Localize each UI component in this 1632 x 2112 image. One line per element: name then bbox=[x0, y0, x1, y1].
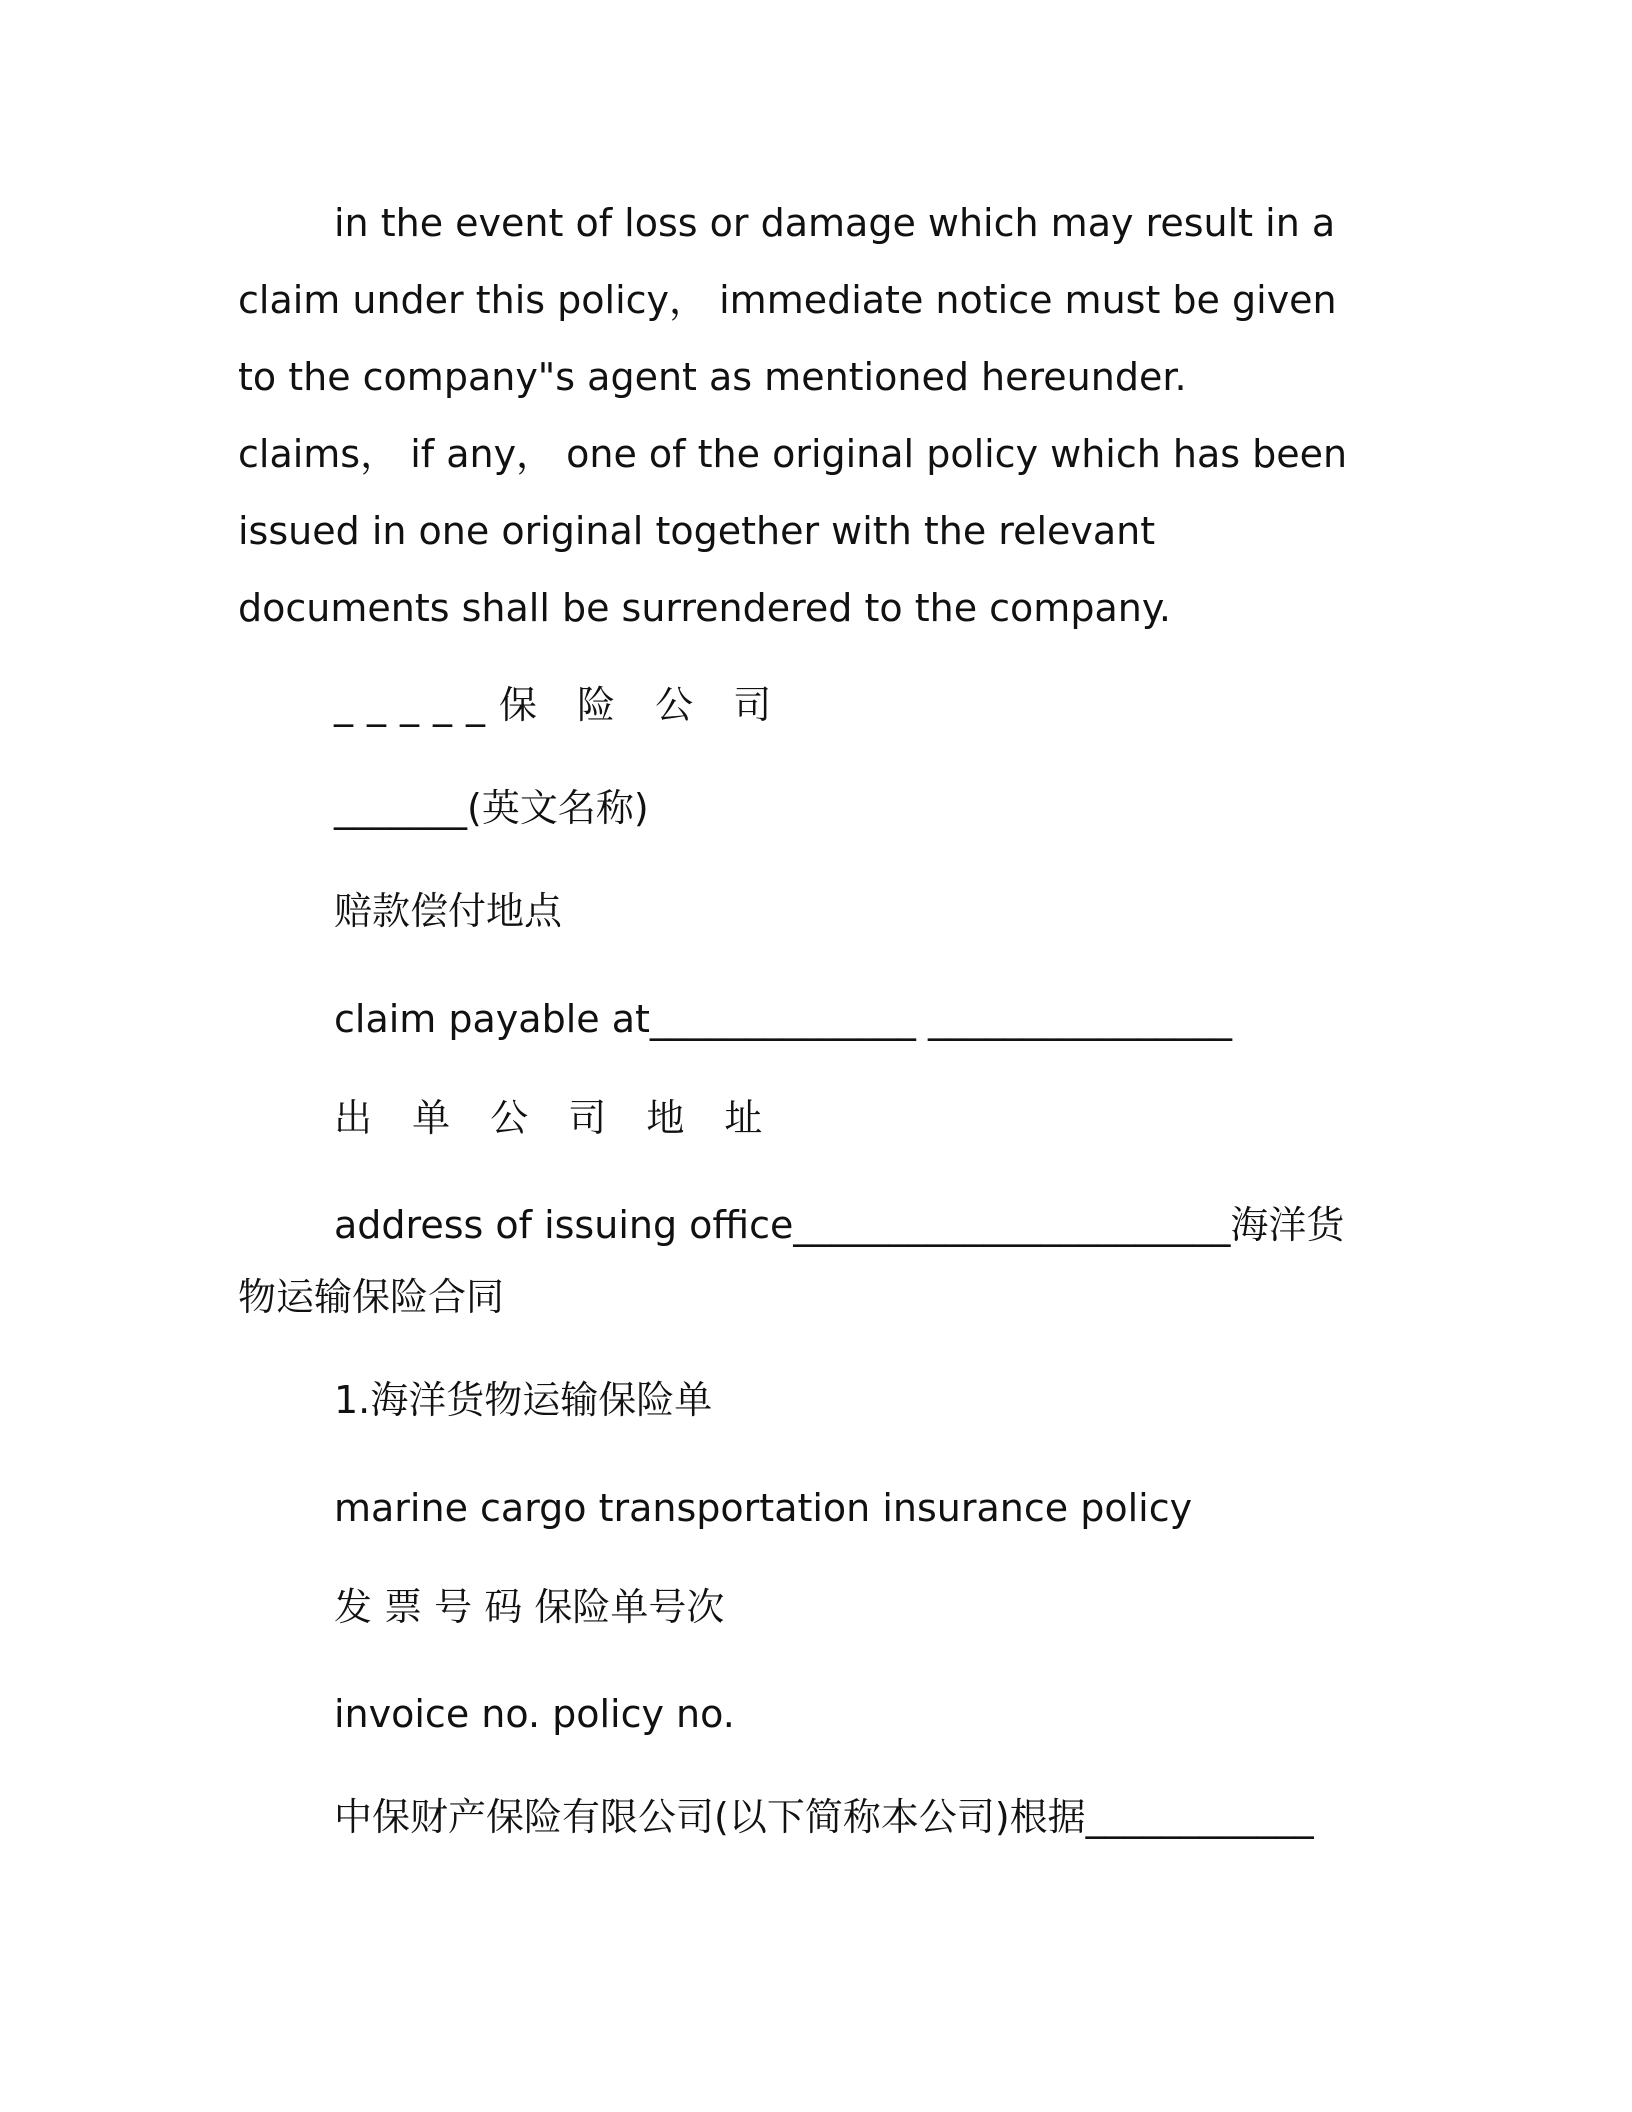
section-1-title-en: marine cargo transportation insurance policy bbox=[334, 1486, 1193, 1530]
insurer-name-cn: _____保 险 公 司 bbox=[334, 683, 786, 727]
issuing-office-en: address of issuing office_______________________海洋货 bbox=[334, 1203, 1345, 1247]
contract-title-continued: 物运输保险合同 bbox=[238, 1275, 505, 1319]
invoice-policy-cn: 发 票 号 码 保险单号次 bbox=[334, 1585, 725, 1629]
opening-paragraph: in the event of loss or damage which may result in a claim under this policy， immediate notice must be given to the company"s agent as mentioned hereunder. claims， if any， one of the original policy which has been issued in one original together with the relevant documents shall be surrendered to the company. bbox=[238, 201, 1348, 630]
claim-place-cn: 赔款偿付地点 bbox=[334, 889, 563, 933]
insurer-name-en: _______(英文名称) bbox=[334, 786, 649, 830]
company-clause-cn: 中保财产保险有限公司(以下简称本公司)根据____________ bbox=[334, 1795, 1314, 1839]
section-1-title-cn: 1.海洋货物运输保险单 bbox=[334, 1378, 713, 1422]
invoice-policy-en: invoice no. policy no. bbox=[334, 1692, 735, 1736]
issuing-office-cn: 出 单 公 司 地 址 bbox=[334, 1096, 777, 1140]
claim-payable-en: claim payable at______________ ________________ bbox=[334, 997, 1232, 1041]
